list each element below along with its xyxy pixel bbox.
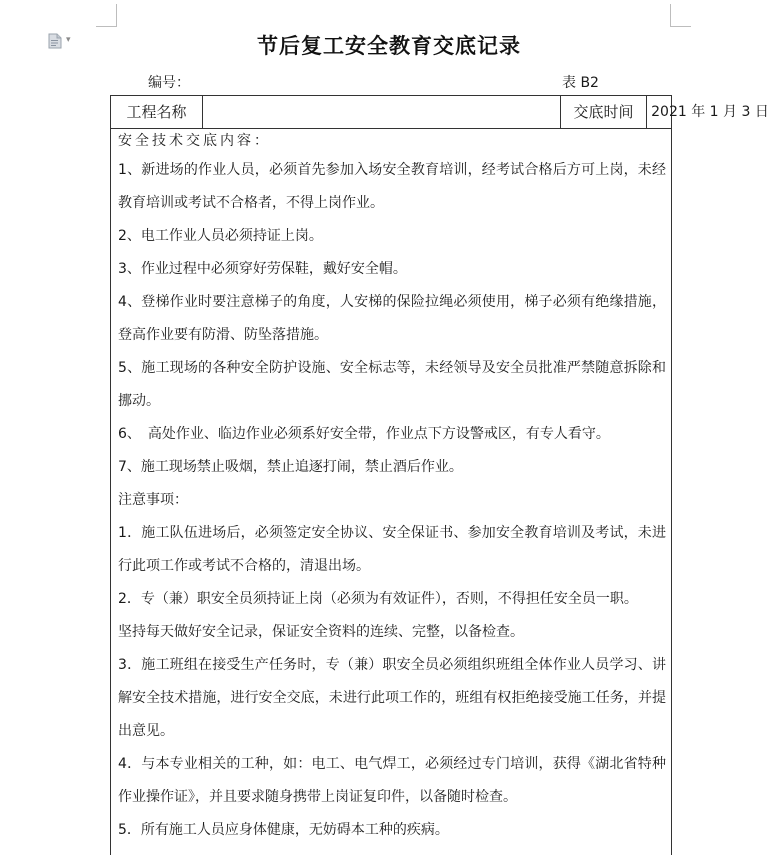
content-line: 坚持每天做好安全记录，保证安全资料的连续、完整，以备检查。 xyxy=(118,624,524,640)
content-line: 3、作业过程中必须穿好劳保鞋，戴好安全帽。 xyxy=(118,261,407,277)
disclosure-time-label: 交底时间 xyxy=(561,96,647,128)
dropdown-caret-icon[interactable]: ▾ xyxy=(66,35,71,45)
content-line: 2、电工作业人员必须持证上岗。 xyxy=(118,228,323,244)
disclosure-content xyxy=(118,128,666,847)
table-header-row xyxy=(111,96,769,129)
content-line: 4．与本专业相关的工种，如：电工、电气焊工，必须经过专门培训，获得《湖北省特种作业操作证》，并且要求随身携带上岗证复印件，以备随时检查。 xyxy=(118,756,666,805)
content-line: 5、施工现场的各种安全防护设施、安全标志等，未经领导及安全员批准严禁随意拆除和挪动。 xyxy=(118,360,666,409)
content-line: 1．施工队伍进场后，必须签定安全协议、安全保证书、参加安全教育培训及考试，未进行此项工作或考试不合格的，清退出场。 xyxy=(118,525,666,574)
content-line: 3．施工班组在接受生产任务时，专（兼）职安全员必须组织班组全体作业人员学习、讲解安全技术措施，进行安全交底，未进行此项工作的，班组有权拒绝接受施工任务，并提出意见。 xyxy=(118,657,666,739)
content-line: 6、 高处作业、临边作业必须系好安全带，作业点下方设警戒区，有专人看守。 xyxy=(118,426,610,442)
content-line: 4、登梯作业时要注意梯子的角度，人安梯的保险拉绳必须使用，梯子必须有绝缘措施，登高作业要有防滑、防坠落措施。 xyxy=(118,294,666,343)
document-title: 节后复工安全教育交底记录 xyxy=(257,33,521,58)
content-line: 2．专（兼）职安全员须持证上岗（必须为有效证件），否则，不得担任安全员一职。 xyxy=(118,591,638,607)
disclosure-time-value[interactable]: 2021 年 1 月 3 日 xyxy=(651,104,769,120)
form-code: 表 B2 xyxy=(562,75,599,91)
notes-heading: 注意事项： xyxy=(118,492,188,508)
content-heading: 安全技术交底内容： xyxy=(118,133,271,149)
project-name-label: 工程名称 xyxy=(111,96,203,128)
content-line: 1、新进场的作业人员，必须首先参加入场安全教育培训，经考试合格后方可上岗，未经教育培训或考试不合格者，不得上岗作业。 xyxy=(118,162,666,211)
content-line: 5．所有施工人员应身体健康，无妨碍本工种的疾病。 xyxy=(118,822,449,838)
page-corner-mark-left xyxy=(96,4,117,27)
record-table xyxy=(110,95,769,855)
serial-label: 编号： xyxy=(148,75,190,91)
page-corner-mark-right xyxy=(670,4,691,27)
content-line: 7、施工现场禁止吸烟，禁止追逐打闹，禁止酒后作业。 xyxy=(118,459,463,475)
project-name-value[interactable] xyxy=(203,96,561,128)
